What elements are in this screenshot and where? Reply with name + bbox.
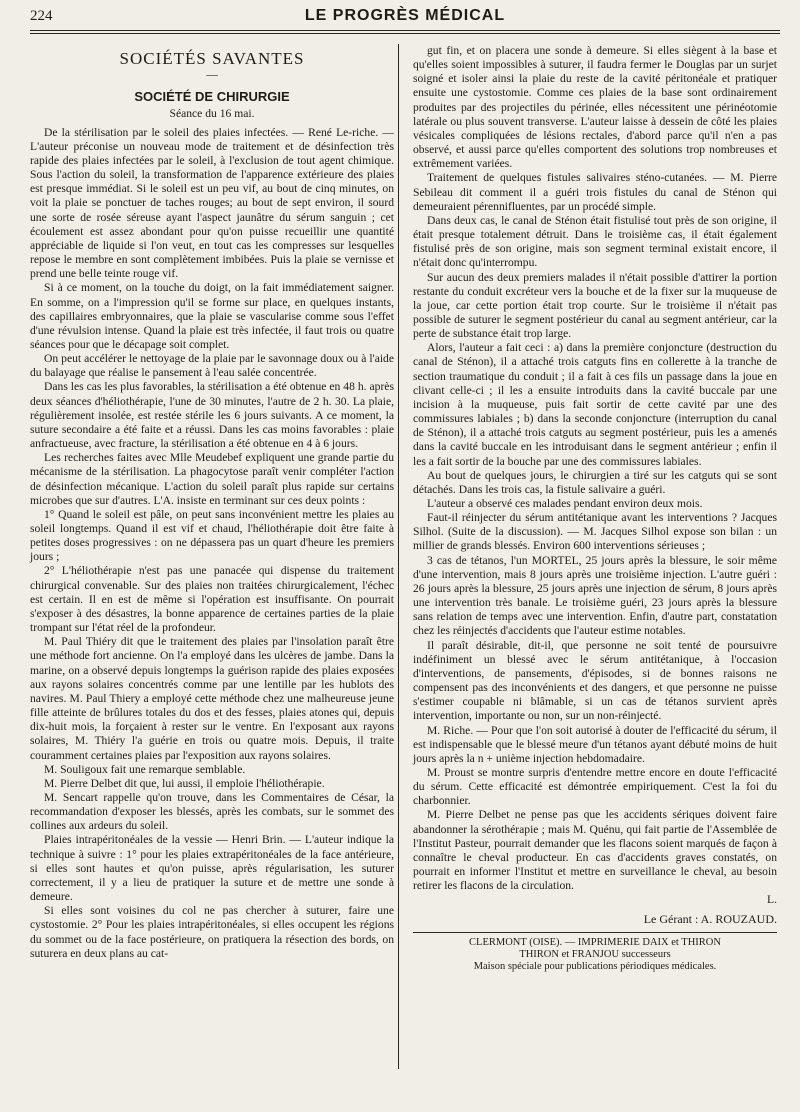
printer-line-1: CLERMONT (OISE). — IMPRIMERIE DAIX et THIRON (469, 936, 721, 948)
paragraph: M. Sencart rappelle qu'on trouve, dans les Commentaires de César, la recommandation d'exposer les blessés, après les combats, sur le sommet des collines aux ardeurs du soleil. (30, 790, 394, 833)
header-rule (30, 30, 780, 31)
paragraph: 1° Quand le soleil est pâle, on peut sans inconvénient mettre les plaies au soleil longtemps. Quand il est vif et chaud, l'héliothérapie doit être faite à petites doses progressives : on ne dépassera pas un quart d'heure les premiers jours ; (30, 507, 394, 564)
left-column (30, 44, 394, 961)
printer-line-2: THIRON et FRANJOU successeurs (519, 948, 671, 960)
paragraph: M. Riche. — Pour que l'on soit autorisé à douter de l'efficacité du sérum, il est indispensable que le blessé meure d'un tétanos ayant débuté moins de huit jours après la n + unième injection hebdomadaire. (413, 723, 777, 765)
paragraph: 2° L'héliothérapie n'est pas une panacée qui dispense du traitement chirurgical convenable. Sur des plaies non traitées chirurgicalement, l'échec est certain. Il en est de même si l'opération est insuffisante. On pourrait s'exposer à des désastres, la bonne apparence de certaines parties de la plaie trompant sur l'état réel de la profondeur. (30, 564, 394, 635)
paragraph: Plaies intrapéritonéales de la vessie — Henri Brin. — L'auteur indique la technique à suivre : 1° pour les plaies extrapéritonéales de la face antérieure, si elles sont hautes et qu'on puisse, après régularisation, les suturer correctement, il y a lieu de pratiquer la suture et de mettre une sonde à demeure. (30, 833, 394, 904)
column-divider (398, 44, 399, 1069)
paragraph: Dans deux cas, le canal de Sténon était fistulisé tout près de son origine, il était presque totalement détruit. Dans le troisième cas, il était également fistulisé près de son origine, mais son segment terminal existait encore, il n'était donc qu'interrompu. (413, 213, 777, 270)
paragraph: M. Paul Thiéry dit que le traitement des plaies par l'insolation paraît être une méthode fort ancienne. On l'a employé dans les ulcères de jambe. Dans la marine, on a observé depuis longtemps la guérison rapide des plaies exposées aux rayons solaires concentrés comme par une lentille par les hublots des navires. M. Paul Thiery a employé cette méthode chez une malheureuse jeune fille atteinte de brûlures totales du dos et des fesses, plaies atones qui, depuis dix-huit mois, la forçaient à rester sur le ventre. En l'exposant aux rayons solaires, M. Thiéry l'a guérie en trois ou quatre mois. Depuis, il traite couramment certaines plaies par l'exposition aux rayons solaires. (30, 635, 394, 762)
manager-line: Le Gérant : A. ROUZAUD. (643, 911, 777, 926)
paragraph: M. Pierre Delbet ne pense pas que les accidents sériques doivent faire abandonner la sérothérapie ; mais M. Quénu, qui fait partie de l'Assemblée de l'Institut Pasteur, pourrait demander que les flacons soient marqués de façon à connaître le cheval producteur. En cas d'accidents graves constatés, on pourrait en informer l'Institut et mettre en surveillance le cheval, au besoin retirer les flacons de la circulation. (413, 808, 777, 893)
printer-line-3: Maison spéciale pour publications périodiques médicales. (473, 960, 717, 972)
paragraph: L'auteur a observé ces malades pendant environ deux mois. (427, 497, 703, 510)
section-title: SOCIÉTÉS SAVANTES (119, 49, 305, 68)
paragraph: Alors, l'auteur a fait ceci : a) dans la première conjoncture (destruction du canal de Sténon), il a attaché trois catguts fins en collerette à la tranche de section traumatique du conduit ; il a fait à ces fils un passage dans la joue en clivant celle-ci ; il les a ensuite introduits dans la cavité buccale par une incision à la muqueuse, puis fait sortir de cette cavité par une des commissures labiales ; b) dans la seconde conjoncture (interruption du canal de Sténon), il a attaché trois catguts au segment postérieur, puis les a amenés dans la cavité buccale en les introduisant dans le segment antérieur ; enfin il les a fait sortir de la bouche par une des commissures labiales. (413, 341, 777, 468)
page-header (30, 6, 780, 28)
society-title: SOCIÉTÉ DE CHIRURGIE (134, 89, 290, 105)
signature-initial: L. (767, 893, 777, 907)
paragraph: M. Proust se montre surpris d'entendre mettre encore en doute l'efficacité du sérum. Cette efficacité est démontrée empiriquement. C'est la foi du charbonnier. (413, 765, 777, 808)
header-rule-double (30, 33, 780, 34)
paragraph: M. Pierre Delbet dit que, lui aussi, il emploie l'héliothérapie. (44, 776, 325, 790)
page-number: 224 (30, 8, 53, 24)
footer-rule (413, 932, 777, 933)
paragraph: Si elles sont voisines du col ne pas chercher à suturer, faire une cystostomie. 2° Pour les plaies intrapéritonéales, si elles occupent les régions du sommet ou de la face postérieure, on pratiquera la résection des bords, on suturera en deux plans au cat- (30, 904, 394, 960)
paragraph: Faut-il réinjecter du sérum antitétanique avant les interventions ? Jacques Silhol. (Suite de la discussion). — M. Jacques Silhol expose son bilan : un millier de grands blessés. Environ 600 interventions sérieuses ; (413, 511, 777, 553)
section-divider: — (206, 68, 218, 82)
paragraph: Traitement de quelques fistules salivaires sténo-cutanées. — M. Pierre Sebileau dit comment il a guéri trois fistules du canal de Sténon qui demeuraient pérennifluentes, par un procédé simple. (413, 171, 777, 213)
paragraph: On peut accélérer le nettoyage de la plaie par le savonnage doux ou à l'aide du balayage que réalise le pansement à l'eau salée concentrée. (30, 352, 394, 380)
paragraph: Il paraît désirable, dit-il, que personne ne soit tenté de poursuivre indéfiniment un blessé avec le sérum antitétanique, à l'occasion d'interventions, de pansements, d'épisodes, si de bonnes raisons ne compensent pas des inconvénients et des dangers, et que personne ne puisse s'estimer coupable ni blâmable, si un cas de tétanos survient après intervention, importante ou non, sur un non-réinjecté. (413, 638, 777, 723)
session-date: Séance du 16 mai. (169, 107, 255, 121)
paragraph: De la stérilisation par le soleil des plaies infectées. — René Le-riche. — L'auteur préconise un nouveau mode de traitement et de désinfection très rapide des plaies infectées par le soleil, à l'exclusion de tout agent chimique. Sous l'action du soleil, la transformation de l'apparence extérieure des plaies est presque immédiat. Si le soleil est un peu vif, au bout de cinq minutes, on voit la plaie se ponctuer de taches rouges; au bout de sept environ, il sourd une sorte de rosée séreuse ayant l'aspect jaunâtre du sérum sanguin ; cet écoulement est assez abondant pour qu'on puisse recueillir une quantité appréciable de liquide si l'on veut, en tout cas les compresses sur lesquelles repose le membre en sont complètement imbibées. Puis la plaie se vernisse et prend une belle teinte rouge vif. (30, 125, 394, 281)
paragraph: gut fin, et on placera une sonde à demeure. Si elles siègent à la base et qu'elles soient impossibles à suturer, il faudra fermer le Douglas par un surjet soigné et isoler ainsi la plaie du reste de la cavité péritonéale et pratiquer ensuite une cystostomie. Comme ces plaies de la base sont ordinairement produites par des projectiles du périnée, elles nécessitent une périnéotomie latérale ou plus souvent transverse. L'auteur laisse à dessein de côté les plaies vésicales compliquées de lésions rectales, d'abord parce qu'il n'en a pas observé, et aussi parce qu'elles comportent des solutions trop nombreuses et extrêmement variées. (413, 44, 777, 171)
paragraph: Si à ce moment, on la touche du doigt, on la fait immédiatement saigner. En somme, on a l'impression qu'il se forme sur place, en quelques instants, des capillaires embryonnaires, que la plaie se vascularise comme sous l'effet d'une révulsion intense. Quand la plaie est très infectée, il faut trois ou quatre séances pour que le décapage soit complet. (30, 281, 394, 351)
journal-title: LE PROGRÈS MÉDICAL (304, 7, 506, 24)
paragraph: M. Souligoux fait une remarque semblable. (44, 762, 246, 776)
paragraph: Au bout de quelques jours, le chirurgien a tiré sur les catguts qui se sont détachés. Dans les trois cas, la fistule salivaire a guéri. (413, 468, 777, 496)
right-column (413, 44, 777, 973)
paragraph: Les recherches faites avec Mlle Meudebef expliquent une grande partie du mécanisme de la stérilisation. La phagocytose paraît venir compléter l'action de désinfection mécanique. L'action du soleil paraît plus rapide sur certains microbes que sur d'autres. L'A. insiste en terminant sur ces deux points : (30, 451, 394, 507)
paragraph: Sur aucun des deux premiers malades il n'était possible d'attirer la portion restante du conduit excréteur vers la bouche et de la fixer sur la muqueuse de la joue, car cette portion était trop courte. Sur le troisième il n'était pas possible de suturer le segment postérieur du canal au segment antérieur, car la perte de substance était trop large. (413, 270, 777, 341)
paragraph: Dans les cas les plus favorables, la stérilisation a été obtenue en 48 h. après deux séances d'héliothérapie, l'une de 30 minutes, l'autre de 2 h. 30. La plaie, régulièrement insolée, est restée stérile les 6 jours suivants. A ce moment, la suture secondaire a été faite et a réussi. Dans les cas moins favorables : plaie anfractueuse, avec fracture, la stérilisation a été obtenue en 4 à 6 jours. (30, 380, 394, 451)
paragraph: 3 cas de tétanos, l'un MORTEL, 25 jours après la blessure, le soir même d'une intervention, mais 8 jours après une troisième injection. L'autre guéri : 26 jours après la blessure, 25 jours après une injection de sérum, 8 jours après une intervention très banale. Le troisième guéri, 23 jours après la blessure sans relation de temps avec une intervention. Enfin, d'autre part, constatation chez les réinjectés d'accidents que l'auteur estime notables. (413, 553, 777, 638)
